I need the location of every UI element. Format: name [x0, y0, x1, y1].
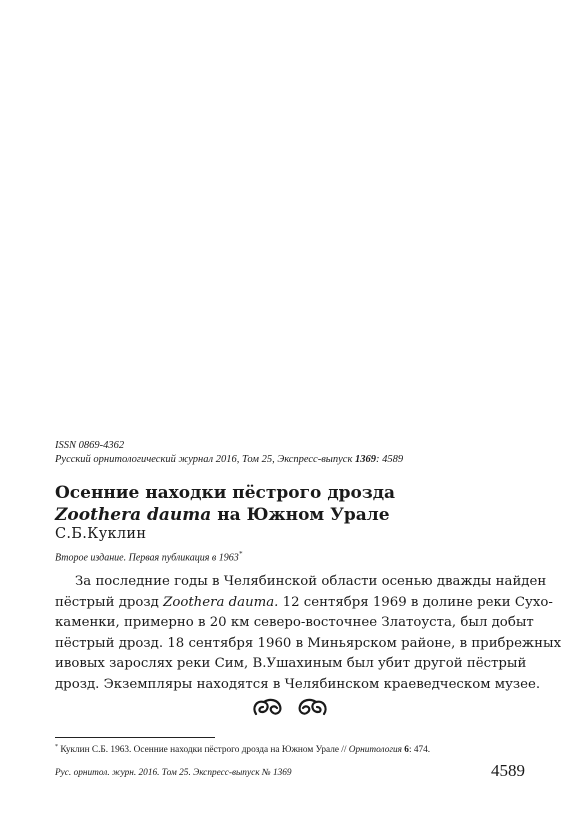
title-line-2-rest: на Южном Урале	[211, 505, 390, 525]
footnote-text: Куклин С.Б. 1963. Осенние находки пёстрого дрозда на Южном Урале //	[58, 745, 349, 756]
running-footer: Рус. орнитол. журн. 2016. Том 25. Экспресс-выпуск № 1369	[55, 768, 292, 778]
body-line	[55, 593, 553, 614]
species-latin-name: Zoothera dauma.	[163, 594, 279, 610]
body-line-text: дрозд. Экземпляры находятся в Челябинском краеведческом музее.	[55, 676, 541, 692]
body-line	[55, 634, 562, 655]
author: С.Б.Куклин	[55, 526, 147, 542]
article-body	[55, 572, 562, 696]
fleuron-svg	[250, 694, 330, 720]
fleuron-pair-icon	[0, 694, 580, 727]
journal-citation	[55, 454, 403, 465]
body-line	[55, 613, 534, 634]
body-line-text: каменки, примерно в 20 км северо-восточнее Златоуста, был добыт	[55, 615, 534, 631]
journal-pages: : 4589	[376, 454, 404, 465]
body-line	[55, 572, 547, 593]
body-line-text: пёстрый дрозд	[55, 594, 164, 610]
edition-note	[55, 550, 242, 563]
edition-footnote-mark: *	[238, 550, 243, 558]
body-line-text: За последние годы в Челябинской области осенью дважды найден	[75, 574, 547, 589]
body-line	[55, 675, 541, 696]
title-line-2	[55, 504, 395, 526]
footnote-journal: Орнитология	[348, 745, 402, 756]
title-latin-name: Zoothera dauma	[55, 505, 212, 525]
body-line-text: пёстрый дрозд. 18 сентября 1960 в Миньярском районе, в прибрежных	[55, 635, 562, 651]
journal-prefix: Русский орнитологический журнал 2016, Том 25, Экспресс-выпуск	[55, 454, 355, 465]
body-line-text: ивовых зарослях реки Сим, В.Ушахиным был убит другой пёстрый	[55, 656, 527, 672]
issn: ISSN 0869-4362	[55, 440, 125, 451]
title-line-1: Осенние находки пёстрого дрозда	[55, 483, 396, 503]
footnote-pages: : 474.	[408, 745, 431, 756]
body-line-text: 12 сентября 1969 в долине реки Сухо-	[278, 594, 553, 610]
article-title	[55, 482, 395, 526]
page-number: 4589	[491, 761, 525, 780]
footnote-mark: *	[55, 744, 58, 750]
footnote-divider	[55, 737, 215, 738]
footnote	[55, 744, 430, 755]
body-line	[55, 654, 525, 675]
footnote-volume: 6	[404, 745, 409, 756]
issue-number: 1369	[355, 454, 376, 465]
edition-text: Второе издание. Первая публикация в 1963	[55, 552, 239, 564]
